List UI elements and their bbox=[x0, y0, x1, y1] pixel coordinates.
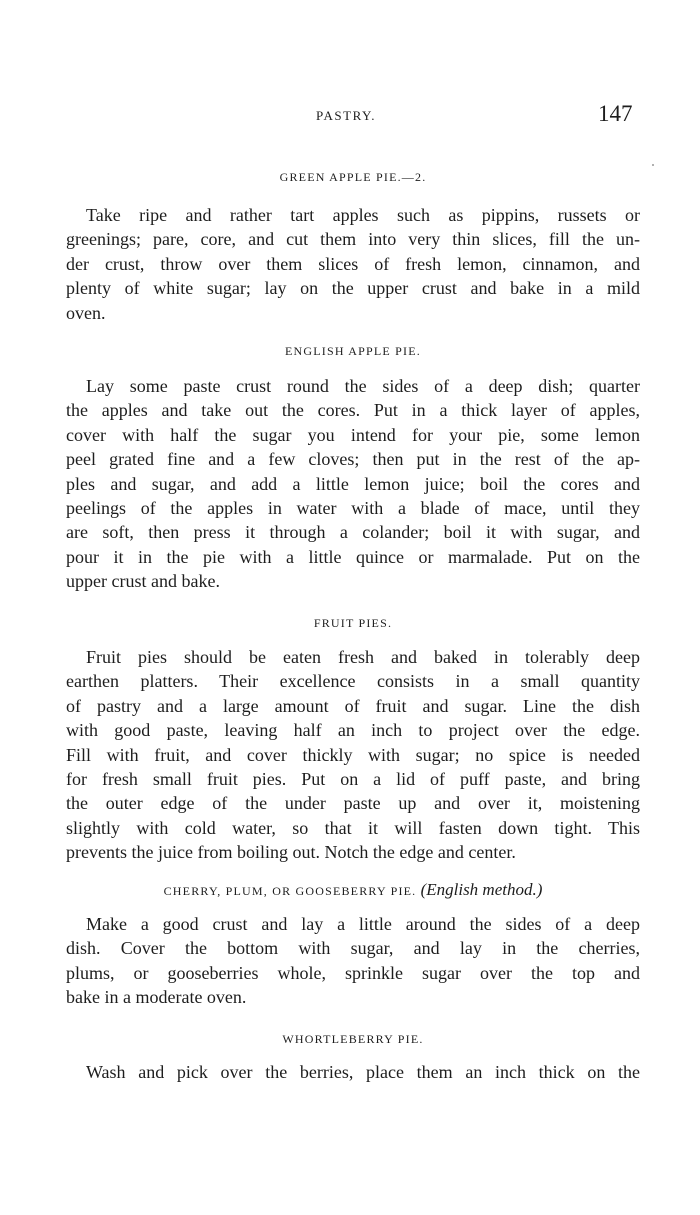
text-line: cover with half the sugar you intend for your pie, some lemon bbox=[66, 424, 640, 445]
text-line: plums, or gooseberries whole, sprinkle sugar over the top and bbox=[66, 962, 640, 983]
section-body-cherry-plum-gooseberry-pie bbox=[66, 912, 640, 1010]
section-heading-fruit-pies: FRUIT PIES. bbox=[313, 616, 393, 630]
text-line: bake in a moderate oven. bbox=[66, 987, 247, 1008]
text-line: prevents the juice from boiling out. Notch the edge and center. bbox=[66, 842, 516, 863]
page-number: 147 bbox=[598, 101, 633, 126]
section-body-fruit-pies bbox=[66, 645, 640, 865]
heading-text: CHERRY, PLUM, OR GOOSEBERRY PIE. bbox=[163, 884, 417, 898]
text-line: for fresh small fruit pies. Put on a lid of puff paste, and bring bbox=[66, 769, 640, 790]
text-line: of pastry and a large amount of fruit and sugar. Line the dish bbox=[66, 695, 640, 716]
section-heading-green-apple-pie: GREEN APPLE PIE.—2. bbox=[279, 170, 427, 184]
text-line: plenty of white sugar; lay on the upper crust and bake in a mild bbox=[66, 278, 640, 299]
text-line: the outer edge of the under paste up and over it, moistening bbox=[66, 793, 640, 814]
running-title: PASTRY. bbox=[316, 108, 377, 123]
text-line: der crust, throw over them slices of fresh lemon, cinnamon, and bbox=[66, 253, 640, 274]
text-line: Wash and pick over the berries, place them an inch thick on the bbox=[86, 1062, 640, 1082]
text-line: peel grated fine and a few cloves; then put in the rest of the ap- bbox=[66, 449, 640, 470]
section-heading-cherry-plum-gooseberry-pie bbox=[66, 880, 640, 900]
text-line: pour it in the pie with a little quince or marmalade. Put on the bbox=[66, 546, 640, 567]
text-line: greenings; pare, core, and cut them into very thin slices, fill the un- bbox=[66, 229, 640, 250]
text-line: ples and sugar, and add a little lemon juice; boil the cores and bbox=[66, 473, 640, 494]
text-line: with good paste, leaving half an inch to project over the edge. bbox=[66, 720, 640, 741]
heading-italic-note: (English method.) bbox=[420, 880, 543, 899]
section-heading-english-apple-pie: ENGLISH APPLE PIE. bbox=[285, 344, 421, 358]
text-line: Fruit pies should be eaten fresh and baked in tolerably deep bbox=[86, 647, 640, 667]
text-line: are soft, then press it through a colander; boil it with sugar, and bbox=[66, 522, 640, 543]
text-line: slightly with cold water, so that it will fasten down tight. This bbox=[66, 817, 640, 838]
section-body-whortleberry-pie bbox=[66, 1060, 640, 1084]
section-body-green-apple-pie bbox=[66, 203, 640, 325]
text-line: upper crust and bake. bbox=[66, 571, 220, 592]
text-line: the apples and take out the cores. Put in a thick layer of apples, bbox=[66, 400, 640, 421]
text-line: Make a good crust and lay a little around the sides of a deep bbox=[86, 914, 640, 934]
paper-speck bbox=[652, 164, 654, 166]
text-line: oven. bbox=[66, 302, 106, 323]
text-line: Fill with fruit, and cover thickly with sugar; no spice is needed bbox=[66, 744, 640, 765]
text-line: Lay some paste crust round the sides of a deep dish; quarter bbox=[86, 376, 640, 396]
text-line: peelings of the apples in water with a blade of mace, until they bbox=[66, 498, 640, 519]
section-heading-whortleberry-pie: WHORTLEBERRY PIE. bbox=[282, 1032, 424, 1046]
section-body-english-apple-pie bbox=[66, 374, 640, 594]
text-line: dish. Cover the bottom with sugar, and lay in the cherries, bbox=[66, 938, 640, 959]
text-line: Take ripe and rather tart apples such as pippins, russets or bbox=[86, 205, 640, 225]
text-line: earthen platters. Their excellence consists in a small quantity bbox=[66, 671, 640, 692]
